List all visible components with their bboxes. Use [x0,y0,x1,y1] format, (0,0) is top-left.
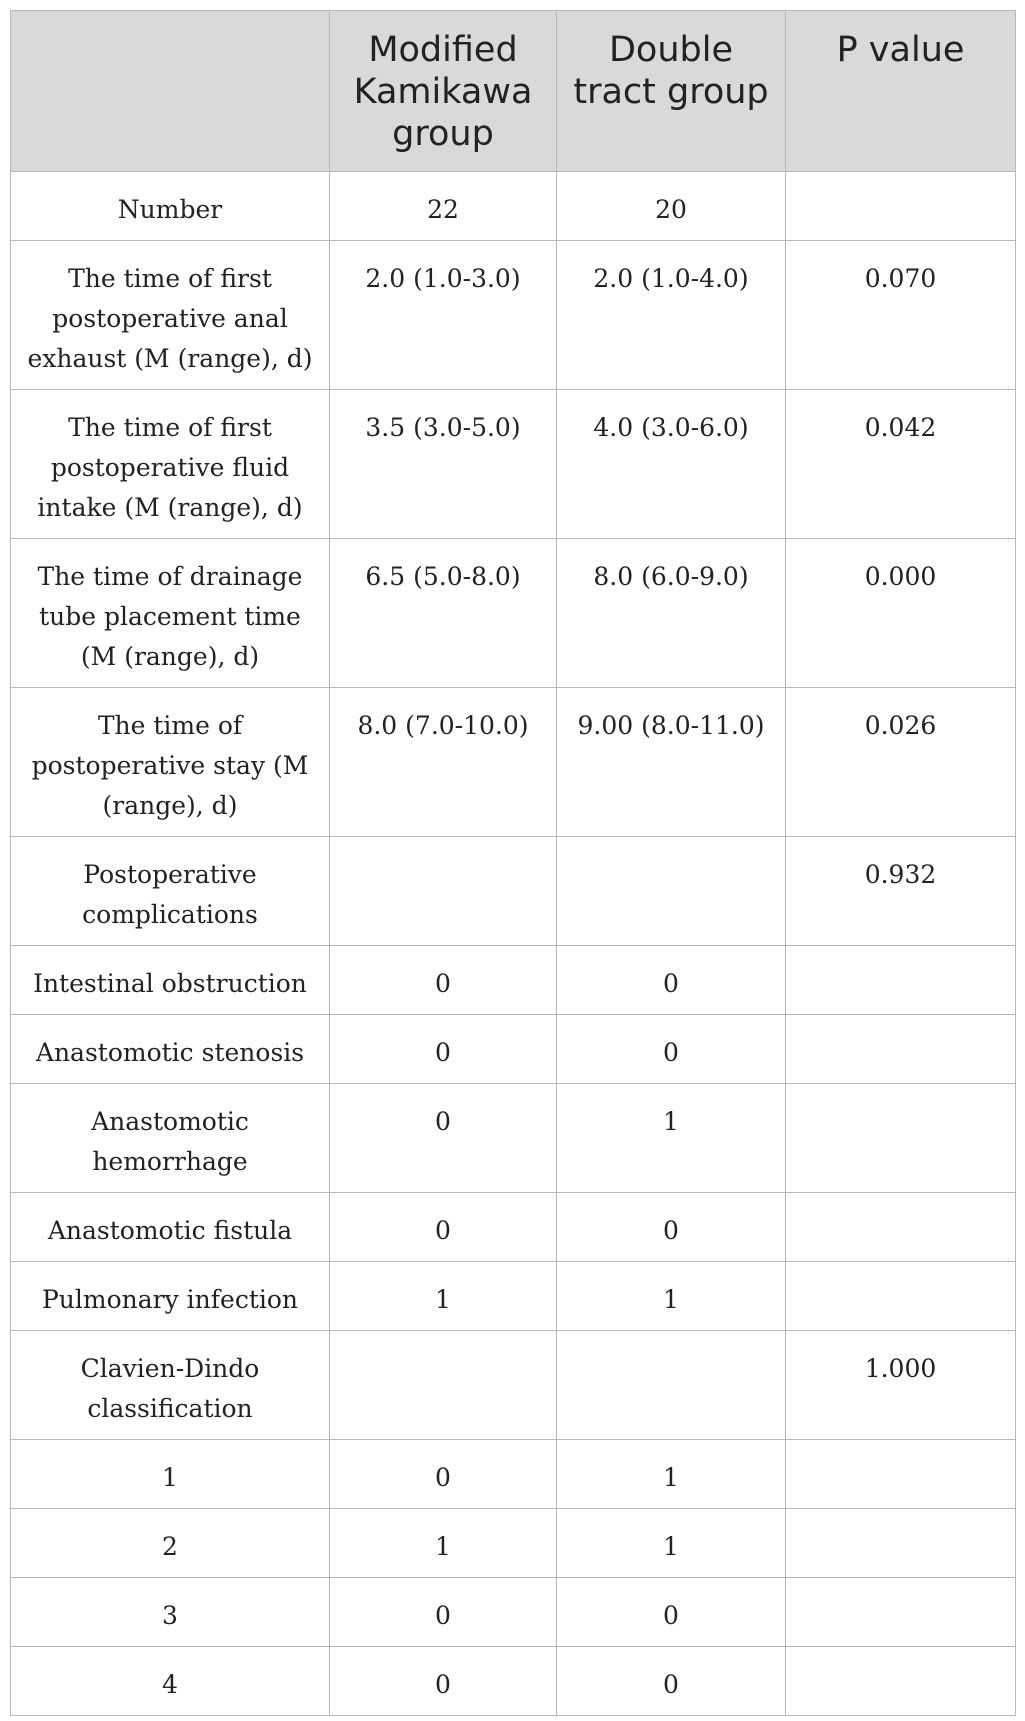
cell-double-tract: 2.0 (1.0-4.0) [557,241,786,390]
table-row [11,172,1016,241]
cell-double-tract: 4.0 (3.0-6.0) [557,390,786,539]
row-label: The time of drainage tube placement time (M (range), d) [11,539,330,688]
cell-modified-kamikawa: 2.0 (1.0-3.0) [330,241,557,390]
table-row [11,837,1016,946]
cell-double-tract: 0 [557,1578,786,1647]
cell-modified-kamikawa: 0 [330,1084,557,1193]
table-row [11,1440,1016,1509]
cell-p-value [786,1509,1016,1578]
results-table-container [10,10,1015,1716]
table-row [11,1331,1016,1440]
header-p-value: P value [786,11,1016,172]
cell-double-tract: 0 [557,1193,786,1262]
cell-modified-kamikawa: 0 [330,1647,557,1716]
header-double-tract: Double tract group [557,11,786,172]
cell-p-value [786,1647,1016,1716]
cell-double-tract: 8.0 (6.0-9.0) [557,539,786,688]
cell-double-tract: 1 [557,1440,786,1509]
table-row [11,390,1016,539]
cell-modified-kamikawa: 0 [330,1015,557,1084]
cell-modified-kamikawa: 0 [330,1193,557,1262]
cell-modified-kamikawa: 0 [330,1440,557,1509]
table-row [11,1193,1016,1262]
cell-double-tract: 1 [557,1509,786,1578]
row-label: The time of first postoperative fluid intake (M (range), d) [11,390,330,539]
cell-p-value [786,1193,1016,1262]
row-label: The time of first postoperative anal exhaust (M (range), d) [11,241,330,390]
table-row [11,1015,1016,1084]
table-row [11,946,1016,1015]
row-label: The time of postoperative stay (M (range), d) [11,688,330,837]
table-row [11,1647,1016,1716]
row-label: 1 [11,1440,330,1509]
row-label: Postoperative complications [11,837,330,946]
row-label: Anastomotic fistula [11,1193,330,1262]
row-label: Anastomotic stenosis [11,1015,330,1084]
table-row [11,241,1016,390]
row-label: 3 [11,1578,330,1647]
cell-modified-kamikawa: 0 [330,1578,557,1647]
header-row [11,11,1016,172]
table-row [11,1262,1016,1331]
cell-modified-kamikawa: 3.5 (3.0-5.0) [330,390,557,539]
cell-p-value: 0.000 [786,539,1016,688]
cell-p-value: 0.932 [786,837,1016,946]
table-row [11,539,1016,688]
cell-p-value [786,172,1016,241]
cell-double-tract [557,837,786,946]
row-label: Number [11,172,330,241]
table-row [11,688,1016,837]
cell-modified-kamikawa: 1 [330,1509,557,1578]
cell-double-tract: 20 [557,172,786,241]
cell-p-value: 1.000 [786,1331,1016,1440]
cell-double-tract: 0 [557,1647,786,1716]
table-row [11,1509,1016,1578]
table-row [11,1578,1016,1647]
cell-double-tract: 0 [557,1015,786,1084]
row-label: 4 [11,1647,330,1716]
header-blank [11,11,330,172]
cell-double-tract: 1 [557,1262,786,1331]
row-label: Clavien-Dindo classification [11,1331,330,1440]
cell-p-value [786,1015,1016,1084]
cell-modified-kamikawa: 22 [330,172,557,241]
row-label: 2 [11,1509,330,1578]
cell-modified-kamikawa: 6.5 (5.0-8.0) [330,539,557,688]
row-label: Pulmonary infection [11,1262,330,1331]
header-modified-kamikawa: Modified Kamikawa group [330,11,557,172]
cell-double-tract [557,1331,786,1440]
cell-modified-kamikawa: 0 [330,946,557,1015]
cell-p-value: 0.042 [786,390,1016,539]
cell-p-value: 0.026 [786,688,1016,837]
cell-p-value: 0.070 [786,241,1016,390]
row-label: Anastomotic hemorrhage [11,1084,330,1193]
cell-double-tract: 1 [557,1084,786,1193]
cell-p-value [786,1262,1016,1331]
table-row [11,1084,1016,1193]
cell-modified-kamikawa: 8.0 (7.0-10.0) [330,688,557,837]
cell-p-value [786,1084,1016,1193]
cell-double-tract: 9.00 (8.0-11.0) [557,688,786,837]
row-label: Intestinal obstruction [11,946,330,1015]
cell-double-tract: 0 [557,946,786,1015]
cell-p-value [786,1440,1016,1509]
cell-modified-kamikawa: 1 [330,1262,557,1331]
cell-p-value [786,946,1016,1015]
cell-modified-kamikawa [330,837,557,946]
cell-p-value [786,1578,1016,1647]
results-table [10,10,1016,1716]
cell-modified-kamikawa [330,1331,557,1440]
